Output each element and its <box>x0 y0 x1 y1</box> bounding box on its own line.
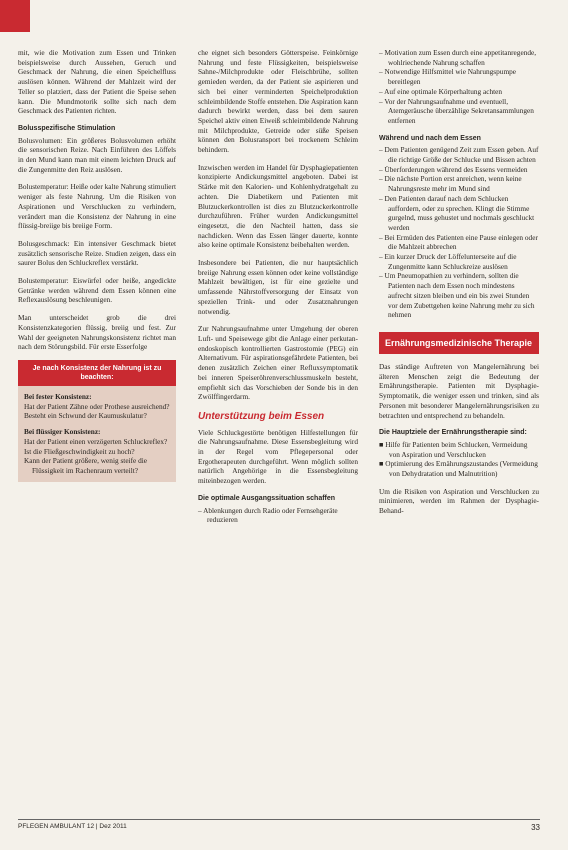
consistency-info-box <box>18 360 176 482</box>
corner-mark <box>0 0 30 32</box>
paragraph: Insbesondere bei Patienten, die nur hauptsächlich breiige Nahrung essen können oder keine vollständige Mahlzeit bewältigen, ist für eine gezielte und umfassende Nährstoffversorgung der Einsatz von speziellen Trink- und oder Zusatznahrungen notwendig. <box>198 258 358 316</box>
dash-list <box>379 145 539 320</box>
dash-bullet: – <box>379 48 383 57</box>
list-item-text: Motivation zum Essen durch eine appetitanregende, wohlriechende Nahrung schaffen <box>384 48 537 67</box>
list-item <box>379 440 539 459</box>
paragraph: Um die Risiken von Aspiration und Verschlucken zu minimieren, werden im Rahmen der Dysphagie-Behand- <box>379 486 539 516</box>
list-item-text: Vor der Nahrungsaufnahme und eventuell, Atemgeräusche überzählige Sekretansammlungen entfernen <box>384 96 534 125</box>
dash-bullet: – <box>379 86 383 96</box>
info-box-title: Je nach Konsistenz der Nahrung ist zu beachten: <box>18 360 176 386</box>
list-item <box>379 87 539 97</box>
paragraph: Zur Nahrungsaufnahme unter Umgehung der oberen Luft- und Speisewege gibt die Anlage einer perkutan-endoskopisch kontrollierten Gastrostomie (PEG) ein Alternativum. Für aspirationsgefährdete Patienten, bei denen zusätzlich Zeichen einer Refluxsymptomatik bei inneren Speiseröhrenverschlussmuskeln besteht, empfiehlt sich das Vorschieben der Sonde bis in den Zwölffingerdarm. <box>198 324 358 402</box>
subheading: Während und nach dem Essen <box>379 134 481 142</box>
section-heading: Unterstützung beim Essen <box>198 410 325 422</box>
paragraph: Bolusvolumen: Ein größeres Bolusvolumen erhöht die sensorischen Reize. Nach Einführen des Löffels in den Mund kann man mit einem leichten Druck auf die Zungenmitte den Reiz auslösen. <box>18 135 176 174</box>
list-item <box>379 48 539 67</box>
list-item <box>379 145 539 164</box>
list-item-text: Notwendige Hilfsmittel wie Nahrungspumpe bereitlegen <box>384 67 517 87</box>
list-item <box>379 233 539 252</box>
paragraph: mit, wie die Motivation zum Essen und Trinken beispielsweise durch Aussehen, Geruch und Geschmack der Nahrung, die einen Speichelfluss auslösen können. Während der Mahlzeit wird der Teller so platziert, dass der Patient die Speise sehen kann. Die Mundmotorik sollte sich nach dem Geschmack des Patienten richten. <box>18 48 176 116</box>
dash-bullet: – <box>198 505 202 515</box>
square-bullet: ■ <box>379 439 384 449</box>
info-box-line: Hat der Patient Zähne oder Prothese ausreichend? <box>24 401 170 411</box>
dash-bullet: – <box>379 96 383 106</box>
list-item <box>379 194 539 233</box>
square-bullet: ■ <box>379 459 384 469</box>
list-item-text: Dem Patienten genügend Zeit zum Essen geben. Auf die richtige Größe der Schlucke und Bissen achten <box>384 145 539 165</box>
column-left <box>18 48 176 486</box>
dash-bullet: – <box>379 271 383 281</box>
list-item-text: Ein kurzer Druck der Löffelunterseite auf die Zungenmitte kann Schluckreize auslösen <box>384 252 517 271</box>
list-item-text: Um Pneumopathien zu verhindern, sollten die Patienten nach dem Essen noch mindestens aufrecht sitzen bleiben und ein bis zwei Stunden vor dem Zubettgehen keine Nahrung mehr zu sich nehmen <box>384 271 535 320</box>
subheading: Die optimale Ausgangssituation schaffen <box>198 494 336 502</box>
dash-list <box>379 48 539 126</box>
dash-bullet: – <box>379 145 383 155</box>
info-box-line: Besteht ein Schwund der Kaumuskulatur? <box>24 411 147 421</box>
list-item <box>379 271 539 320</box>
footer-publication: PFLEGEN AMBULANT 12 | Dez 2011 <box>18 823 127 830</box>
list-item <box>379 459 539 478</box>
dash-bullet: – <box>379 193 383 203</box>
info-box-line: Kann der Patient größere, wenig steife die Flüssigkeit im Rachenraum verteilt? <box>24 456 147 475</box>
paragraph: Viele Schluckgestörte benötigen Hilfestellungen für die Nahrungsaufnahme. Diese Essensbegleitung wird in der Regel vom Pflegepersonal oder Ergotherapeuten durchgeführt. Wenn möglich sollten natürlich Angehörige in die Essensbegleitung miteinbezogen werden. <box>198 427 358 486</box>
dash-bullet: – <box>379 67 383 77</box>
column-middle <box>198 48 358 533</box>
list-item-text: Überforderungen während des Essens vermeiden <box>384 164 528 174</box>
paragraph: Bolusgeschmack: Ein intensiver Geschmack bietet zusätzlich sensorische Reize. Studien zeigen, dass ein saurer Bolus den Schluckreflex verstärkt. <box>18 238 176 268</box>
paragraph: che eignet sich besonders Götterspeise. Feinkörnige Nahrung und feste Flüssigkeiten, beispielsweise Sahne-/Milchprodukte oder Fleischbrühe, sollten gemieden werden, da der Patient sie aspirieren und sich bei einer verminderten Speichelproduktion schleimbildende Stoffe entstehen. Die Aspiration kann dadurch bewirkt werden, dass bei dem sauren Speichel aktiv einen Eiweiß schleimbildende Nahrung mit Milchprodukte, Getreide oder süße Speisen können den Bolusransport bei trockenem Schleim behindern. <box>198 48 358 155</box>
paragraph: Bolustemperatur: Eiswürfel oder heiße, angedickte Getränke werden während dem Essen können eine Reflexauslösung beschleunigen. <box>18 276 176 305</box>
list-item <box>379 174 539 193</box>
info-box-group-solid <box>18 386 176 421</box>
list-item-text: Den Patienten darauf nach dem Schlucken auffordern, oder zu sprechen. Klingt die Stimme gurgelnd, muss gehustet und nochmals geschluckt werden <box>384 193 535 232</box>
list-item-text: Hilfe für Patienten beim Schlucken, Vermeidung von Aspiration und Verschlucken <box>385 439 528 459</box>
paragraph: Das ständige Auftreten von Mangelernährung bei älteren Menschen zeigt die Bedeutung der Ernährungstherapie. Patienten mit Dysphagie-Symptomatik, die weniger essen und trinken, sind als Personen mit besonderer Mangelernährungsrisiken zu betrachten und entsprechend zu behandeln. <box>379 361 539 420</box>
column-right <box>379 48 539 524</box>
dash-list <box>198 506 358 525</box>
list-item-text: Die nächste Portion erst anreichen, wenn keine Nahrungsreste mehr im Mund sind <box>384 174 522 194</box>
paragraph: Bolustemperatur: Heiße oder kalte Nahrung stimuliert weniger als feste Nahrung. Um die Risiken von Aspirationen und Verschlucken zu verhindern, verändert man die Konsistenz der Nahrung in eine flüssig-breiige bis breiige Form. <box>18 182 176 231</box>
paragraph: Inzwischen werden im Handel für Dysphagiepatienten konzipierte Andickungsmittel angeboten. Dabei ist Stärke mit den Kalorien- und Kohlenhydratgehalt zu achten. Die Diabetikern und Patienten mit Blutzuckerkontrollen ist dies zu Blutzuckerkontrolle durchzuführen. Früher wurden Andickungsmittel eingesetzt, die den Nachteil hatten, dass sie nachdicken. Wenn das Essen länger dauerte, konnte also keine optimale Konsistenz beibehalten werden. <box>198 162 358 250</box>
subheading: Bolusspezifische Stimulation <box>18 124 116 132</box>
square-list <box>379 440 539 479</box>
list-item-text: Optimierung des Ernährungszustandes (Vermeidung von Dehydratation und Malnutrition) <box>385 459 538 479</box>
list-item <box>198 506 358 525</box>
page-number: 33 <box>531 823 540 832</box>
info-box-group-liquid <box>18 421 176 476</box>
dash-bullet: – <box>379 252 383 262</box>
dash-bullet: – <box>379 164 383 174</box>
list-item <box>379 165 539 175</box>
info-box-line: Hat der Patient einen verzögerten Schluckreflex? <box>24 436 168 446</box>
list-item-text: Auf eine optimale Körperhaltung achten <box>384 86 503 96</box>
page-footer <box>18 819 540 830</box>
list-item <box>379 67 539 86</box>
dash-bullet: – <box>379 174 383 184</box>
subheading: Die Hauptziele der Ernährungstherapie sind: <box>379 429 527 437</box>
dash-bullet: – <box>379 232 383 242</box>
section-heading-box: Ernährungsmedizinische Therapie <box>379 332 539 354</box>
list-item-text: Ablenkungen durch Radio oder Fernsehgeräte reduzieren <box>203 505 338 525</box>
list-item <box>379 252 539 271</box>
paragraph: Man unterscheidet grob die drei Konsistenzkategorien flüssig, breiig und fest. Zur Wahl der geeigneten Nahrungskonsistenz richtet man nach dem Störungsbild. Für erste Esserfolge <box>18 313 176 352</box>
info-box-group-heading: Bei flüssiger Konsistenz: <box>24 427 101 437</box>
info-box-group-heading: Bei fester Konsistenz: <box>24 391 92 401</box>
list-item <box>379 97 539 126</box>
info-box-line: Ist die Fließgeschwindigkeit zu hoch? <box>24 446 135 456</box>
list-item-text: Bei Ermüden des Patienten eine Pause einlegen oder die Mahlzeit abbrechen <box>384 232 538 252</box>
